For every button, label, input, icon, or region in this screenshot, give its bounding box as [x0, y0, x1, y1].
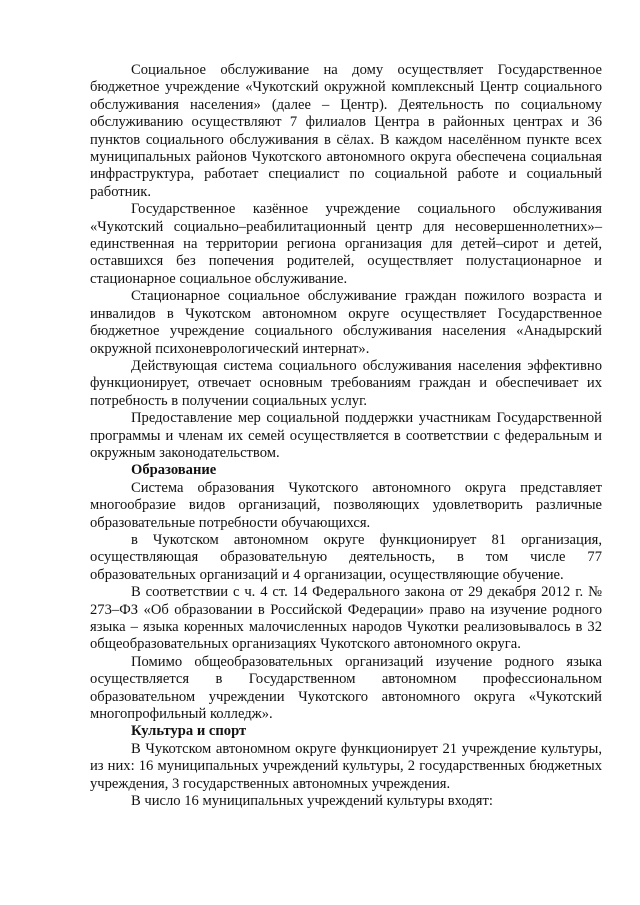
paragraph-system-effectiveness: Действующая система социального обслуживания населения эффективно функционирует, отвечает основным требованиям граждан и обеспечивает их потребность в получении социальных услуг. — [90, 357, 602, 409]
paragraph-culture-institutions: В Чукотском автономном округе функционирует 21 учреждение культуры, из них: 16 муниципальных учреждений культуры, 2 государственных бюджетных учреждения, 3 государственных автономных учреждения. — [90, 740, 602, 792]
document-page — [90, 62, 602, 810]
paragraph-support-measures: Предоставление мер социальной поддержки участникам Государственной программы и членам их семей осуществляется в соответствии с федеральным и окружным законодательством. — [90, 410, 602, 461]
paragraph-college: Помимо общеобразовательных организаций изучение родного языка осуществляется в Государственном автономном профессиональном образовательном учреждении Чукотского автономного округа «Чукотский многопрофильный колледж». — [90, 653, 602, 723]
paragraph-rehabilitation-center: Государственное казённое учреждение социального обслуживания «Чукотский социально–реабилитационный центр для несовершеннолетних»– единственная на территории региона организация для детей–сирот и детей, оставшихся без попечения родителей, осуществляет полустационарное и стационарное социальное обслуживание. — [90, 201, 602, 287]
paragraph-education-organizations: в Чукотском автономном округе функционирует 81 организация, осуществляющая образовательную деятельность, в том числе 77 образовательных организаций и 4 организации, осуществляющие обучение. — [90, 531, 602, 583]
paragraph-native-language: В соответствии с ч. 4 ст. 14 Федерального закона от 29 декабря 2012 г. № 273–ФЗ «Об образовании в Российской Федерации» право на изучение родного языка – языка коренных малочисленных народов Чукотки реализовывалось в 32 общеобразовательных организациях Чукотского автономного округа. — [90, 584, 602, 653]
paragraph-education-system: Система образования Чукотского автономного округа представляет многообразие видов организаций, позволяющих удовлетворить различные образовательные потребности обучающихся. — [90, 479, 602, 531]
paragraph-municipal-culture: В число 16 муниципальных учреждений культуры входят: — [131, 793, 493, 810]
paragraph-stationary-service: Стационарное социальное обслуживание граждан пожилого возраста и инвалидов в Чукотском автономном округе осуществляет Государственное бюджетное учреждение социального обслуживания населения «Анадырский окружной психоневрологический интернат». — [90, 288, 602, 357]
heading-culture-sport: Культура и спорт — [131, 723, 247, 740]
heading-education: Образование — [131, 462, 217, 479]
paragraph-home-social-service: Социальное обслуживание на дому осуществляет Государственное бюджетное учреждение «Чукотский окружной комплексный Центр социального обслуживания населения» (далее – Центр). Деятельность по социальному обслуживанию осуществляют 7 филиалов Центра в районных центрах и 36 пунктов социального обслуживания в сёлах. В каждом населённом пункте всех муниципальных районов Чукотского автономного округа обеспечена социальная инфраструктура, работает специалист по социальной работе и социальный работник. — [90, 62, 602, 200]
